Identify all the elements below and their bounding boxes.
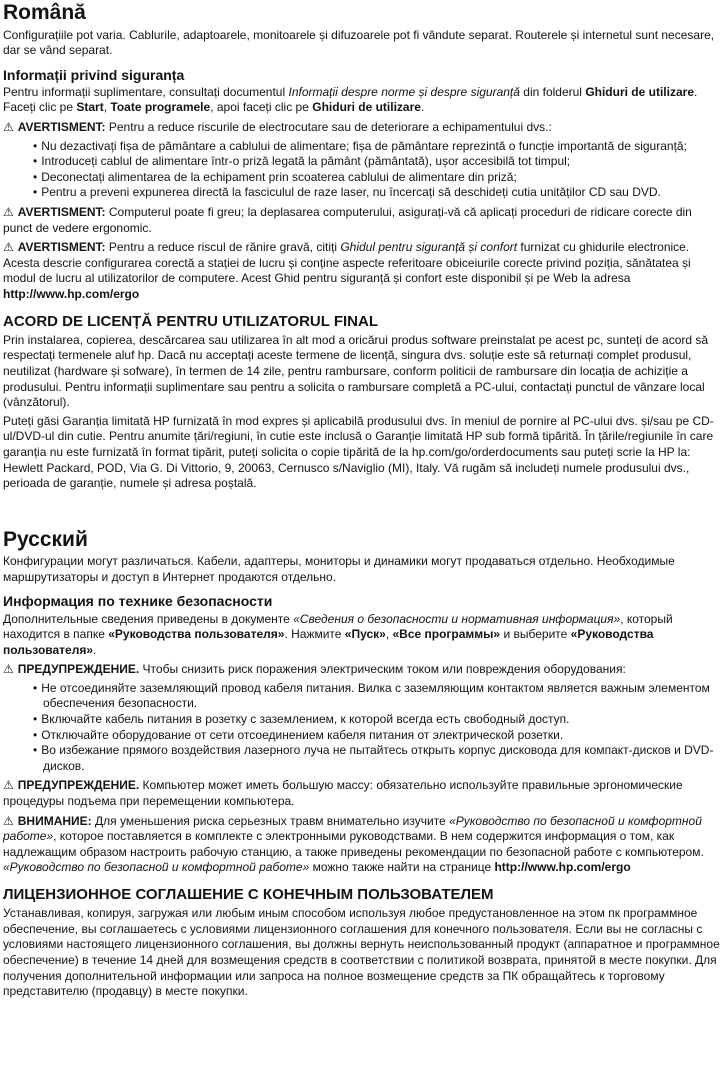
- paragraph: [3, 85, 720, 116]
- bold-run: «Все программы»: [392, 627, 501, 642]
- text-run: Prin instalarea, copierea, descărcarea sau utilizarea în alt mod a oricărui produs software preinstalat pe acest pc, sunteți de acord să respectați termenele aluf hp. Dacă nu acceptați aceste termene de licență, singura dvs. soluție este să returnați complet produsul, neutilizat (hardware și sofware), în termen de 14 zile, pentru rambursare, conform politicii de rambursare din locația de achiziție a produsului. Pentru informații suplimentare sau pentru a solicita o rambursare completă a PC-ului, contactați punctul de vânzare local (vânzătorul).: [3, 332, 709, 410]
- bold-run: Ghiduri de utilizare: [585, 84, 694, 99]
- text-run: Pentru a reduce riscurile de electrocutare sau de deteriorare a echipamentului dvs.:: [105, 119, 552, 134]
- paragraph: [3, 28, 720, 59]
- text-run: ,: [103, 100, 111, 115]
- warning-label: ВНИМАНИЕ:: [17, 813, 92, 828]
- text-run: .: [420, 100, 425, 115]
- text-run: furnizat cu ghidurile electronice. Acesta descrie configurarea corectă a stației de lucru și conține aspecte referitoare obiceiurile corecte privind poziția, sănătatea și modul de lucru al utilizatorilor de computere. Acest Ghid pentru siguranță și confort este disponibil și pe Web la adresa: [3, 240, 691, 286]
- text-run: din folderul: [519, 84, 586, 99]
- bullet-marker: •: [33, 680, 38, 695]
- warning-icon: ⚠: [3, 204, 14, 219]
- bullet-item: [3, 154, 720, 170]
- text-run: , которое поставляется в комплекте с электронными руководствами. В нем содержится информация о том, как надлежащим образом настроить рабочую станцию, а также приведены рекомендации по безопасной работе с компьютером.: [3, 829, 704, 859]
- text-run: Не отсоединяйте заземляющий провод кабеля питания. Вилка с заземляющим контактом является важным элементом обеспечения безопасности.: [41, 680, 710, 711]
- warning-label: AVERTISMENT:: [17, 119, 106, 134]
- italic-run: Informații despre norme și despre siguranță: [288, 84, 520, 99]
- bullet-item: [3, 728, 720, 744]
- bold-run: «Пуск»: [344, 627, 386, 642]
- bold-run: http://www.hp.com/ergo: [3, 286, 140, 301]
- text-run: Устанавливая, копируя, загружая или любым иным способом используя любое предустановленное на этом пк программное обеспечение, вы соглашаетесь с условиями лицензионного соглашения для конечного пользователя. Если вы не согласны с условиями настоящего лицензионного соглашения, вы должны вернуть неиспользованный продукт (аппаратное и программное обеспечение) в течение 14 дней для возмещения средств в соответствии с политикой возврата, принятой в месте покупки. Для получения дополнительной информации или запроса на полное возмещение средств за ПК обращайтесь к торговому представителю (продавцу) в месте покупки.: [3, 906, 720, 999]
- warning-label: ПРЕДУПРЕЖДЕНИЕ.: [17, 778, 140, 793]
- paragraph: [3, 333, 720, 411]
- bullet-marker: •: [33, 185, 38, 200]
- text-run: Deconectați alimentarea de la echipament prin scoaterea cablului de alimentare din priză;: [41, 169, 517, 184]
- text-run: , apoi faceți clic pe: [210, 100, 313, 115]
- italic-run: Ghidul pentru siguranță și confort: [340, 240, 518, 255]
- italic-run: «Сведения о безопасности и нормативная информация»: [293, 611, 621, 626]
- bullet-item: [3, 681, 720, 712]
- text-run: Включайте кабель питания в розетку с заземлением, к которой всегда есть свободный доступ.: [41, 712, 570, 727]
- text-run: Конфигурации могут различаться. Кабели, адаптеры, мониторы и динамики могут продаваться отдельно. Необходимые маршрутизаторы и доступ в Интернет продаются отдельно.: [3, 554, 675, 584]
- text-run: . Faceți clic pe: [3, 84, 698, 115]
- license-heading: ACORD DE LICENȚĂ PENTRU UTILIZATORUL FINAL: [3, 312, 378, 330]
- text-run: Computerul poate fi greu; la deplasarea computerului, asigurați-vă că aplicați proceduri de ridicare corecte din punct de vedere ergonomic.: [3, 204, 692, 235]
- section-heading: Informații privind siguranța: [3, 66, 185, 83]
- warning-paragraph: [3, 240, 720, 302]
- bold-run: http://www.hp.com/ergo: [494, 860, 631, 875]
- text-run: Introduceți cablul de alimentare într-o priză legată la pământ (pământată), ușor accesibilă tot timpul;: [41, 154, 571, 169]
- warning-paragraph: [3, 662, 720, 678]
- bold-run: «Руководства пользователя»: [3, 627, 654, 657]
- warning-paragraph: [3, 814, 720, 876]
- italic-run: «Руководство по безопасной и комфортной работе»: [3, 813, 702, 844]
- warning-paragraph: [3, 205, 720, 236]
- text-run: можно также найти на странице: [309, 860, 495, 875]
- warning-icon: ⚠: [3, 778, 14, 793]
- text-run: Configurațiile pot varia. Cablurile, adaptoarele, monitoarele și difuzoarele pot fi vândute separat. Routerele și internetul sunt necesare, dar se vând separat.: [3, 27, 715, 58]
- warning-icon: ⚠: [3, 813, 14, 828]
- bold-run: Ghiduri de utilizare: [312, 100, 421, 115]
- warning-icon: ⚠: [3, 240, 14, 255]
- text-run: Pentru informații suplimentare, consultați documentul: [3, 84, 289, 99]
- warning-label: AVERTISMENT:: [17, 240, 106, 255]
- bold-run: «Руководства пользователя»: [108, 627, 285, 642]
- bullet-item: [3, 743, 720, 774]
- text-run: . Нажмите: [284, 627, 345, 642]
- bold-run: Start: [76, 100, 104, 115]
- bullet-item: [3, 170, 720, 186]
- paragraph: [3, 612, 720, 659]
- text-run: Дополнительные сведения приведены в документе: [3, 611, 294, 626]
- warning-icon: ⚠: [3, 662, 14, 677]
- text-run: Компьютер может иметь большую массу: обязательно используйте правильные эргономические процедуры подъема при перемещении компьютера.: [3, 778, 683, 809]
- text-run: ,: [385, 627, 393, 642]
- text-run: Pentru a preveni expunerea directă la fasciculul de raze laser, nu încercați să deschideți cutia unităților CD sau DVD.: [41, 185, 661, 200]
- bullet-item: [3, 185, 720, 201]
- paragraph: [3, 906, 720, 1000]
- license-heading: ЛИЦЕНЗИОННОЕ СОГЛАШЕНИЕ С КОНЕЧНЫМ ПОЛЬЗОВАТЕЛЕМ: [3, 886, 494, 903]
- warning-label: AVERTISMENT:: [17, 204, 106, 219]
- italic-run: «Руководство по безопасной и комфортной работе»: [3, 860, 310, 875]
- bullet-marker: •: [33, 712, 38, 727]
- bullet-marker: •: [33, 154, 38, 169]
- bullet-marker: •: [33, 727, 38, 742]
- language-title: Русский: [3, 527, 88, 551]
- text-run: Pentru a reduce riscul de rănire gravă, citiți: [105, 240, 341, 255]
- text-run: Puteți găsi Garanția limitată HP furnizată în mod expres și aplicabilă produsului dvs. în meniul de pornire al PC-ului dvs. și/sau pe CD-ul/DVD-ul din cutie. Pentru anumite țări/regiuni, în cutie este inclusă o Garanție limitată HP sub formă tipărită. În țările/regiunile în care garanția nu este furnizată în format tipărit, puteți solicita o copie tipărită de la hp.com/go/orderdocuments sau puteți scrie la HP la: Hewlett Packard, POD, Via G. Di Vittorio, 9, 20063, Cernusco s/Naviglio (MI), Italy. Vă rugăm să includeți numele produsului dvs., perioada de garanție, numele și adresa poștală.: [3, 413, 714, 491]
- text-run: Nu dezactivați fișa de pământare a cablului de alimentare; fișa de pământare reprezintă o funcție importantă de siguranță;: [41, 138, 687, 153]
- bullet-marker: •: [33, 138, 38, 153]
- paragraph: [3, 414, 720, 492]
- warning-paragraph: [3, 778, 720, 809]
- warning-icon: ⚠: [3, 119, 14, 134]
- section-russian: [3, 528, 720, 1000]
- bold-run: Toate programele: [110, 100, 211, 115]
- text-run: Для уменьшения риска серьезных травм внимательно изучите: [91, 813, 450, 828]
- bullet-item: [3, 139, 720, 155]
- text-run: , который находится в папке: [3, 611, 673, 642]
- text-run: Чтобы снизить риск поражения электрическим током или повреждения оборудования:: [139, 662, 626, 677]
- text-run: Во избежание прямого воздействия лазерного луча не пытайтесь открыть корпус дисковода для компакт-дисков и DVD-дисков.: [41, 743, 714, 773]
- text-run: Отключайте оборудование от сети отсоединением кабеля питания от электрической розетки.: [41, 727, 564, 742]
- text-run: и выберите: [500, 627, 571, 642]
- bullet-marker: •: [33, 169, 38, 184]
- warning-label: ПРЕДУПРЕЖДЕНИЕ.: [17, 662, 140, 677]
- bullet-item: [3, 712, 720, 728]
- section-heading: Информация по технике безопасности: [3, 593, 273, 610]
- text-run: .: [93, 642, 97, 657]
- warning-paragraph: [3, 120, 720, 136]
- bullet-marker: •: [33, 743, 38, 758]
- language-title: Română: [3, 1, 86, 24]
- section-romanian: [3, 1, 720, 492]
- paragraph: [3, 554, 720, 585]
